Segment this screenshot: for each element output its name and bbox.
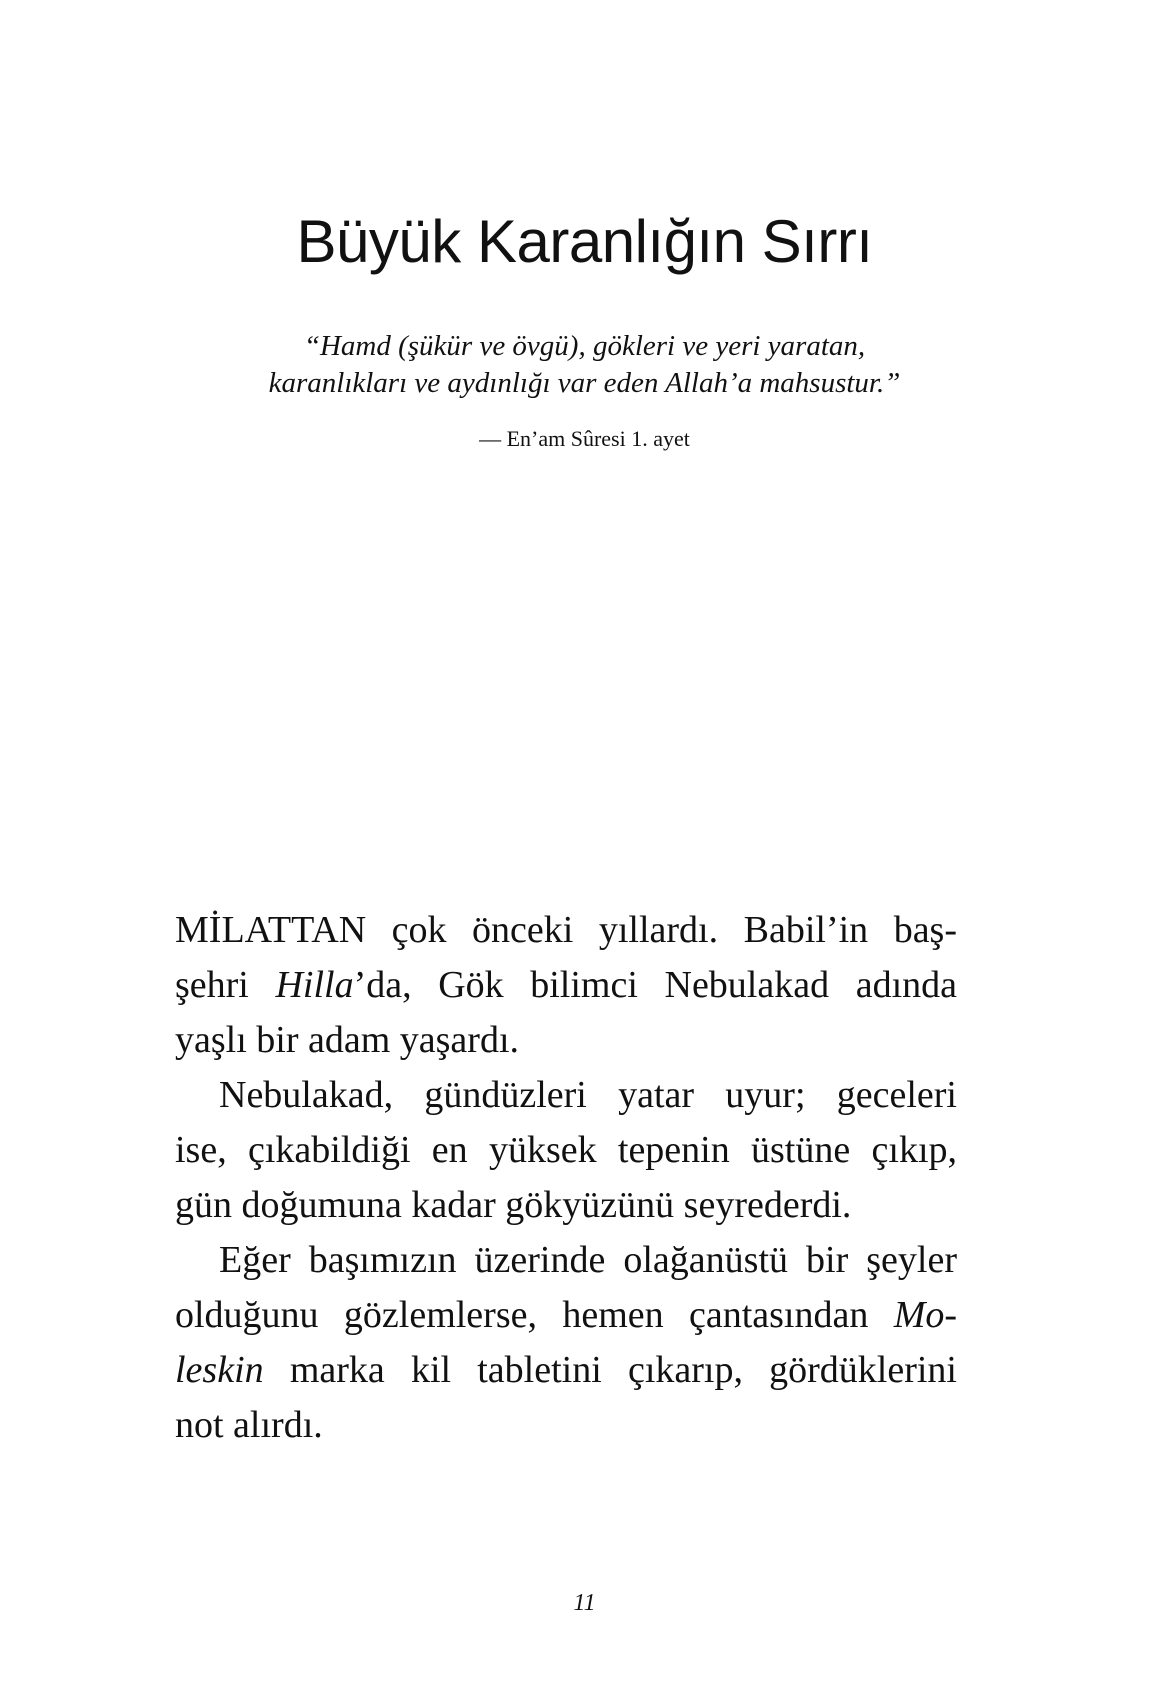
page-number: 11 — [573, 1590, 596, 1616]
text-line — [175, 958, 957, 1013]
epigraph-attribution: — En’am Sûresi 1. ayet — [479, 426, 690, 451]
epigraph-line: “Hamd (şükür ve övgü), gökleri ve yeri yaratan, — [303, 330, 866, 362]
text-line: ise, çıkabildiği en yüksek tepenin üstüne çıkıp, — [175, 1129, 957, 1171]
text-line: MİLATTAN çok önceki yıllardı. Babil’in baş- — [175, 909, 957, 951]
brand-name-moleskin-part1: Mo- — [893, 1294, 957, 1336]
epigraph-quote — [0, 328, 1169, 402]
text-span: marka kil tabletini çıkarıp, gördüklerini — [263, 1349, 957, 1391]
text-line: Nebulakad, gündüzleri yatar uyur; geceleri — [219, 1074, 957, 1116]
text-line — [175, 1343, 957, 1398]
brand-name-moleskin-part2: leskin — [175, 1349, 264, 1391]
text-span: şehri — [175, 964, 276, 1006]
text-line: Eğer başımızın üzerinde olağanüstü bir şeyler — [219, 1239, 957, 1281]
text-line — [175, 1288, 957, 1343]
text-line: not alırdı. — [175, 1404, 323, 1446]
text-span: olduğunu gözlemlerse, hemen çantasından — [175, 1294, 894, 1336]
text-span: ’da, Gök bilimci Nebulakad adında — [353, 964, 957, 1006]
epigraph-line: karanlıkları ve aydınlığı var eden Allah’a mahsustur.” — [268, 367, 901, 399]
text-line: yaşlı bir adam yaşardı. — [175, 1019, 520, 1061]
chapter-title: Büyük Karanlığın Sırrı — [296, 208, 873, 275]
paragraph-2 — [175, 1068, 957, 1233]
paragraph-1 — [175, 903, 957, 1068]
place-name-hilla: Hilla — [275, 964, 354, 1006]
chapter-body — [175, 903, 957, 1453]
paragraph-3 — [175, 1233, 957, 1453]
text-line: gün doğumuna kadar gökyüzünü seyrederdi. — [175, 1184, 852, 1226]
